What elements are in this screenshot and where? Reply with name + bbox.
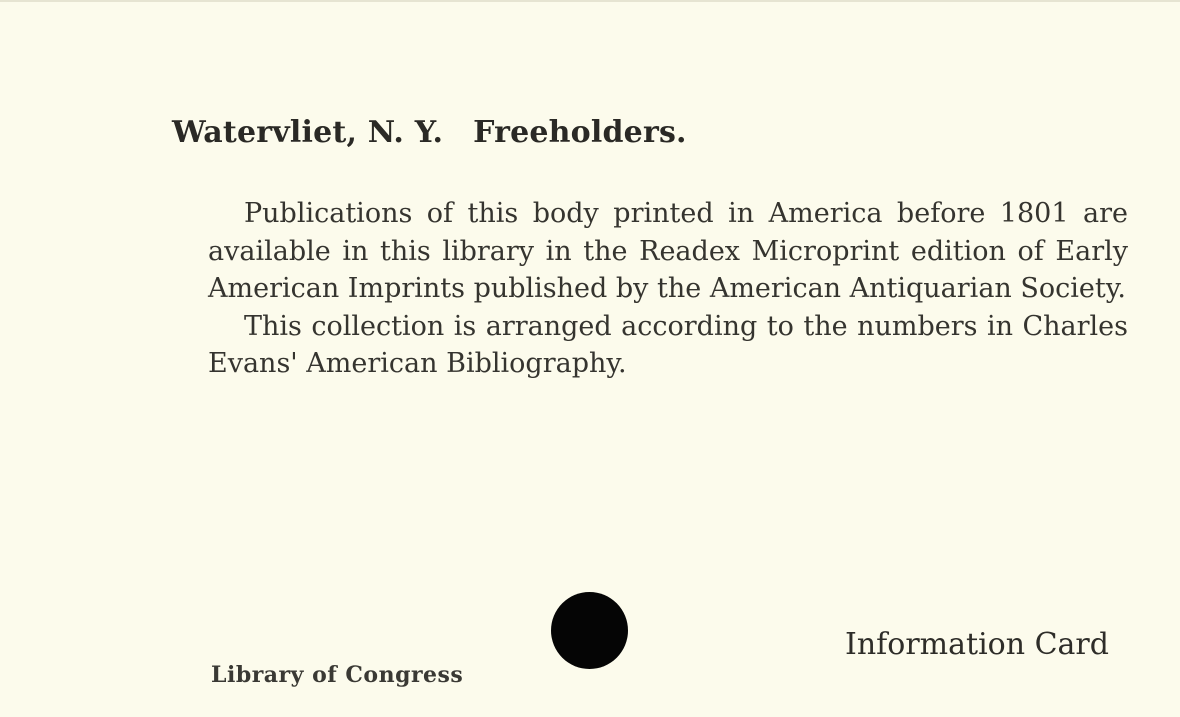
paragraph-publications: Publications of this body printed in America before 1801 are available in this library in the Readex Microprint edition of Early American Imprints published by the American Antiquarian Society.: [208, 198, 1128, 304]
card-body: [208, 195, 1128, 383]
heading-body: Freeholders.: [473, 115, 687, 150]
footer-card-type: Information Card: [845, 627, 1109, 662]
punch-hole: [551, 592, 628, 669]
paragraph-collection: This collection is arranged according to the numbers in Charles Evans' American Bibliography.: [208, 310, 1128, 379]
card-heading: [172, 115, 687, 150]
heading-place: Watervliet, N. Y.: [172, 115, 444, 150]
footer-library-label: Library of Congress: [211, 662, 464, 688]
